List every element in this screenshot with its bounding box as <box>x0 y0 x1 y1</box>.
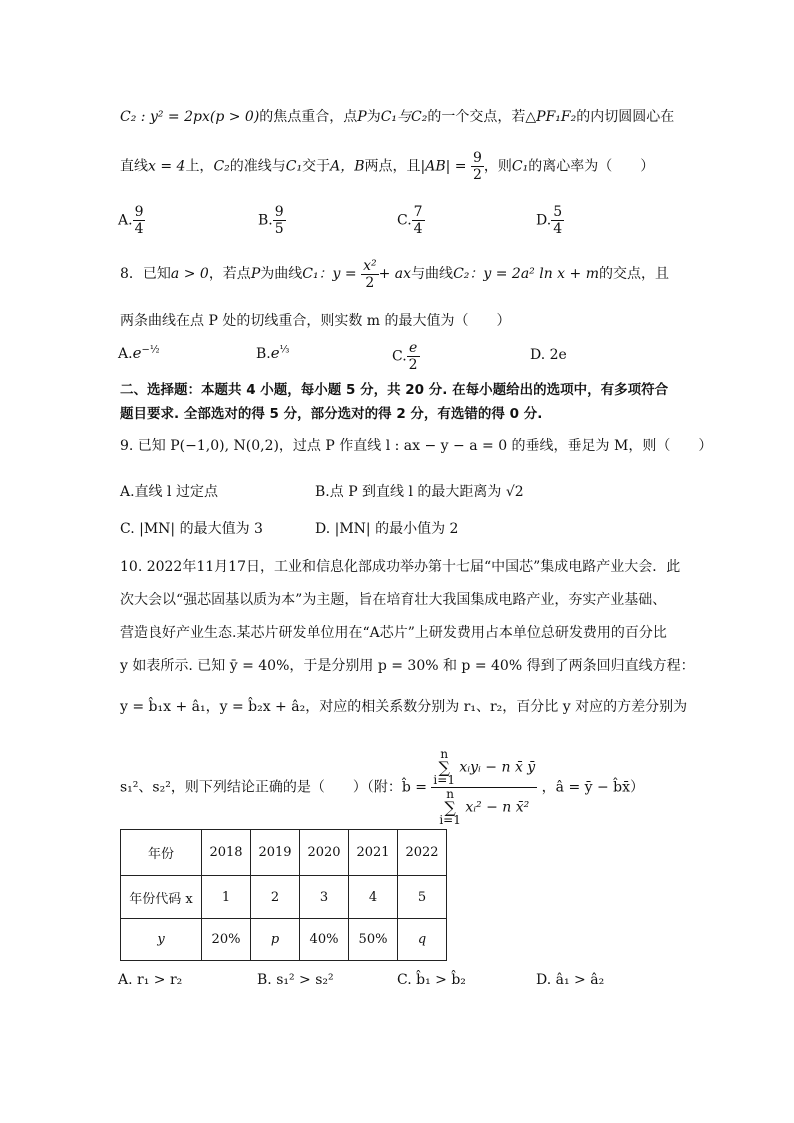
sum-bottom: i=1 <box>439 813 461 827</box>
q7-text: 的内切圆圆心在 <box>576 109 675 125</box>
q7-text: 的一个交点，若△ <box>427 109 537 125</box>
q10-option-c[interactable]: C. b̂₁ > b̂₂ <box>397 972 466 988</box>
frac-num: 5 <box>553 204 563 220</box>
q7-line1 <box>120 107 674 127</box>
q9-option-a[interactable]: A.直线 l 过定点 <box>120 484 218 500</box>
q10-line5: y = b̂₁x + â₁，y = b̂₂x + â₂，对应的相关系数分别为 r₁、r₂，百分比 y 对应的方差分别为 <box>120 699 688 715</box>
q8-option-c[interactable] <box>392 340 420 373</box>
table-cell: 3 <box>300 876 349 919</box>
option-fraction <box>412 204 425 237</box>
option-fraction <box>551 204 564 237</box>
sum-top: n <box>440 747 449 761</box>
option-label: A. <box>118 346 133 362</box>
q7-option-b[interactable] <box>258 204 286 237</box>
option-label: B. <box>256 346 271 362</box>
q10-text: s₁²、s₂²，则下列结论正确的是（ ）（附：b̂ = <box>120 779 427 796</box>
denominator-text: xᵢ² − n x̄² <box>465 799 530 816</box>
table-header: 年份代码 x <box>121 876 202 919</box>
q10-line2: 次大会以“强芯固基以质为本”为主题，旨在培育壮大我国集成电路产业，夯实产业基础、 <box>120 592 667 608</box>
q7-c2: C₂ <box>213 158 230 175</box>
q8-line1 <box>120 254 669 294</box>
q8-option-d[interactable]: D. 2e <box>530 347 567 363</box>
q7-text: 为 <box>366 109 381 125</box>
q7-frac-den: 2 <box>472 167 482 183</box>
frac-num: e <box>407 340 420 357</box>
q7-parabola-eq: C₂ : y² = 2px(p > 0) <box>120 109 260 125</box>
frac-num: 7 <box>413 204 423 220</box>
q7-fraction <box>471 150 484 183</box>
q7-text: 上， <box>185 158 214 175</box>
q9-option-c[interactable]: C. |MN| 的最大值为 3 <box>120 521 263 537</box>
sum-symbol <box>439 788 461 827</box>
table-header: y <box>121 919 202 961</box>
q10-line6 <box>120 748 644 827</box>
section2-line1: 二、选择题：本题共 4 小题，每小题 5 分，共 20 分. 在每小题给出的选项中，有多项符合 <box>120 382 669 398</box>
table-row <box>121 919 447 961</box>
q7-line2 <box>120 150 654 183</box>
option-label: C. <box>397 212 412 229</box>
option-exponent: −½ <box>141 344 160 356</box>
q7-ab-length: |AB| = <box>420 158 467 175</box>
frac-den: 5 <box>274 221 284 237</box>
q10-line1: 10. 2022年11月17日，工业和信息化部成功举办第十七届“中国芯”集成电路产业大会．此 <box>120 559 681 575</box>
table-row <box>121 876 447 919</box>
sum-sign: ∑ <box>444 798 456 817</box>
q10-data-table <box>120 829 447 961</box>
formula-denominator <box>431 788 537 827</box>
table-header: 年份 <box>121 830 202 876</box>
q8-option-a[interactable] <box>118 344 160 362</box>
table-cell: 2021 <box>349 830 398 876</box>
frac-den: 2 <box>408 357 418 373</box>
q8-text: 与曲线 <box>411 266 454 282</box>
q7-text: 直线 <box>120 158 148 175</box>
q8-line2: 两条曲线在点 P 处的切线重合，则实数 m 的最大值为（ ） <box>120 313 511 329</box>
q7-text: 的离心率为（ ） <box>528 158 655 175</box>
table-cell: 1 <box>202 876 251 919</box>
table-cell: 20% <box>202 919 251 961</box>
frac-den: 4 <box>553 221 563 237</box>
q8-option-b[interactable] <box>256 344 289 362</box>
table-row <box>121 830 447 876</box>
q10-option-b[interactable]: B. s₁² > s₂² <box>257 972 334 988</box>
option-fraction <box>273 204 286 237</box>
q9-option-b[interactable]: B.点 P 到直线 l 的最大距离为 √2 <box>315 484 524 500</box>
q8-fraction <box>361 258 379 291</box>
option-label: B. <box>258 212 273 229</box>
option-fraction <box>407 340 420 373</box>
table-cell: q <box>398 919 447 961</box>
q7-option-d[interactable] <box>536 204 564 237</box>
sum-top: n <box>446 787 454 801</box>
option-label: A. <box>118 212 133 229</box>
table-cell: 50% <box>349 919 398 961</box>
option-base: e <box>132 344 142 362</box>
q7-frac-num: 9 <box>472 150 482 166</box>
table-cell: 4 <box>349 876 398 919</box>
q10-option-a[interactable]: A. r₁ > r₂ <box>118 972 183 988</box>
option-label: C. <box>392 348 407 365</box>
q9-option-d[interactable]: D. |MN| 的最小值为 2 <box>315 521 459 537</box>
q8-point: P <box>250 266 261 282</box>
sum-sign: ∑ <box>438 758 450 777</box>
table-cell: 2 <box>251 876 300 919</box>
q10-option-d[interactable]: D. â₁ > â₂ <box>536 972 605 988</box>
frac-den: 4 <box>413 221 423 237</box>
q10-line4: y 如表所示. 已知 ȳ = 40%，于是分别用 p = 30% 和 p = 40% 得到了两条回归直线方程： <box>120 658 695 674</box>
table-cell: 5 <box>398 876 447 919</box>
q7-triangle: PF₁F₂ <box>536 109 577 125</box>
q7-text: ，则 <box>483 158 512 175</box>
option-exponent: ⅓ <box>279 344 290 356</box>
formula-numerator <box>431 748 537 788</box>
q9-stem: 9. 已知 P(−1,0), N(0,2)，过点 P 作直线 l : ax − y − a = 0 的垂线，垂足为 M，则（ ） <box>120 438 713 454</box>
table-cell: 2020 <box>300 830 349 876</box>
table-cell: 40% <box>300 919 349 961</box>
sum-symbol <box>433 748 455 787</box>
q7-point-p: P <box>357 109 367 125</box>
option-base: e <box>270 344 280 362</box>
frac-num: x² <box>363 257 377 274</box>
q7-c1: C₁ <box>511 158 529 175</box>
table-cell: 2019 <box>251 830 300 876</box>
option-fraction <box>133 204 146 237</box>
q7-option-a[interactable] <box>118 204 145 237</box>
q8-text: ，若点 <box>208 266 251 282</box>
section2-line2: 题目要求. 全部选对的得 5 分，部分选对的得 2 分，有选错的得 0 分. <box>120 406 543 422</box>
q7-c1: C₁ <box>285 158 303 175</box>
q10-line3: 营造良好产业生态.某芯片研发单位用在“A芯片”上研发费用占本单位总研发费用的百分比 <box>120 625 667 641</box>
q10-formula-fraction <box>431 748 537 827</box>
q7-text: 两点，且 <box>364 158 421 175</box>
table-cell: p <box>251 919 300 961</box>
sum-bottom: i=1 <box>433 773 455 787</box>
q8-curve1: C₁：y = <box>302 266 357 282</box>
q8-curve2: C₂：y = 2a² ln x + m <box>453 266 599 282</box>
table-cell: 2022 <box>398 830 447 876</box>
q7-text: 的准线与 <box>229 158 286 175</box>
numerator-text: xᵢyᵢ − n x̄ ȳ <box>459 759 536 776</box>
frac-den: 4 <box>134 221 144 237</box>
q7-text: 的焦点重合，点 <box>259 109 358 125</box>
q8-text: 为曲线 <box>260 266 303 282</box>
q7-option-c[interactable] <box>397 204 425 237</box>
q8-term: + ax <box>378 266 412 282</box>
frac-den: 2 <box>365 274 375 291</box>
q8-condition: a > 0 <box>170 266 209 282</box>
q8-text: 的交点，且 <box>599 266 669 282</box>
q10-text: ，â = ȳ − b̂x̄） <box>541 779 645 796</box>
option-label: D. <box>536 212 552 229</box>
q7-line-eq: x = 4 <box>148 158 186 175</box>
frac-num: 9 <box>134 204 144 220</box>
frac-num: 9 <box>274 204 284 220</box>
table-cell: 2018 <box>202 830 251 876</box>
q7-points: A，B <box>330 158 365 175</box>
q8-text: 8．已知 <box>120 266 171 282</box>
q7-text: 交于 <box>302 158 331 175</box>
q7-curves: C₁与C₂ <box>380 109 428 125</box>
